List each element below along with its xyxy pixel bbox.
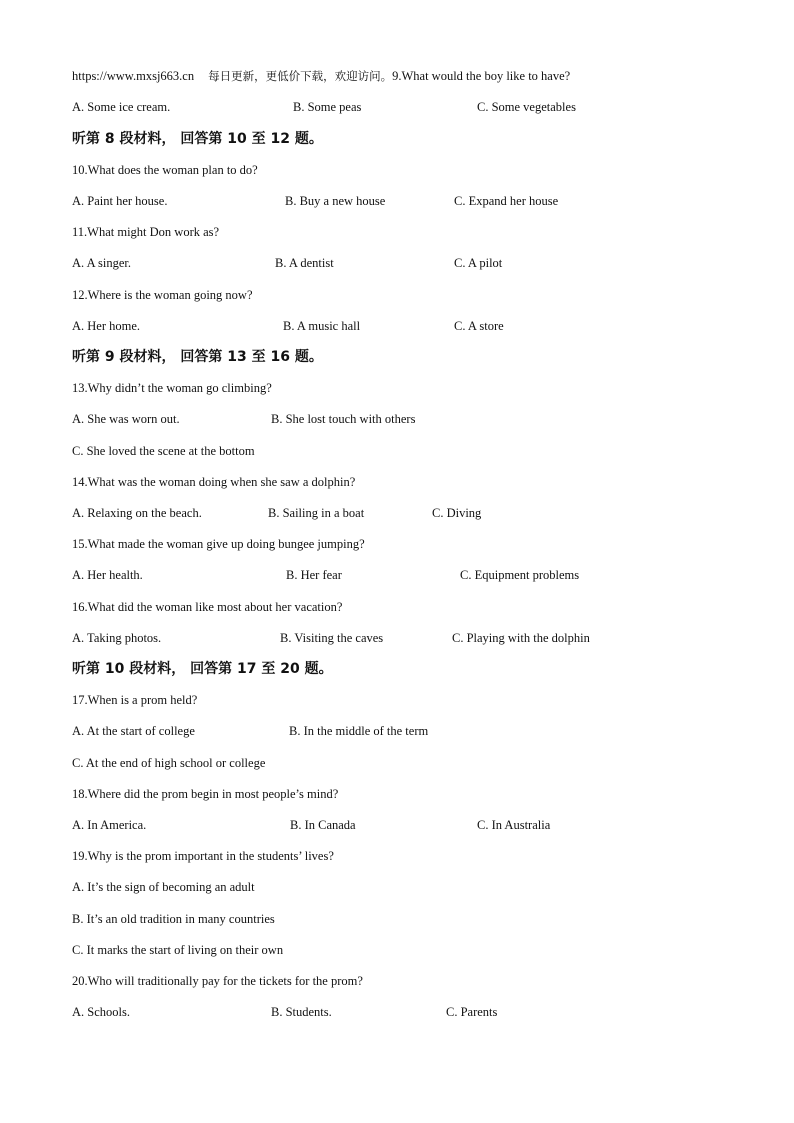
q20-option-b: B. Students. [271, 1005, 332, 1019]
q12-option-b: B. A music hall [283, 319, 361, 333]
question-12-text: 12.Where is the woman going now? [72, 288, 253, 302]
site-url[interactable]: https://www.mxsj663.cn [72, 69, 195, 83]
top-line [72, 68, 570, 84]
q14-option-b: B. Sailing in a boat [268, 506, 365, 520]
q17-option-b: B. In the middle of the term [289, 724, 429, 738]
q19-option-a: A. It’s the sign of becoming an adult [72, 880, 255, 894]
question-15-text: 15.What made the woman give up doing bungee jumping? [72, 537, 365, 551]
question-20-text: 20.Who will traditionally pay for the tickets for the prom? [72, 974, 363, 988]
q14-option-a: A. Relaxing on the beach. [72, 506, 202, 520]
question-11-text: 11.What might Don work as? [72, 225, 220, 239]
q19-option-b: B. It’s an old tradition in many countries [72, 912, 275, 926]
q18-option-c: C. In Australia [477, 818, 551, 832]
q12-option-c: C. A store [454, 319, 504, 333]
question-13-text: 13.Why didn’t the woman go climbing? [72, 381, 272, 395]
q10-option-c: C. Expand her house [454, 194, 559, 208]
q16-option-c: C. Playing with the dolphin [452, 631, 590, 645]
question-18-text: 18.Where did the prom begin in most people’s mind? [72, 787, 339, 801]
q13-option-b: B. She lost touch with others [271, 412, 416, 426]
question-9-text: 9.What would the boy like to have? [392, 69, 571, 83]
q10-option-b: B. Buy a new house [285, 194, 386, 208]
q9-option-a: A. Some ice cream. [72, 100, 171, 114]
q19-option-c: C. It marks the start of living on their own [72, 943, 284, 957]
section-8-heading: 听第 8 段材料， 回答第 10 至 12 题。 [72, 131, 323, 147]
question-14-text: 14.What was the woman doing when she saw a dolphin? [72, 475, 356, 489]
q11-option-c: C. A pilot [454, 256, 503, 270]
q18-option-a: A. In America. [72, 818, 147, 832]
question-17-text: 17.When is a prom held? [72, 693, 198, 707]
q16-option-b: B. Visiting the caves [280, 631, 384, 645]
q10-option-a: A. Paint her house. [72, 194, 168, 208]
q16-option-a: A. Taking photos. [72, 631, 162, 645]
q12-option-a: A. Her home. [72, 319, 141, 333]
q15-option-a: A. Her health. [72, 568, 143, 582]
q13-option-a: A. She was worn out. [72, 412, 180, 426]
section-9-heading: 听第 9 段材料， 回答第 13 至 16 题。 [72, 349, 323, 365]
site-notice: 每日更新，更低价下载，欢迎访问。 [208, 69, 393, 83]
q17-option-a: A. At the start of college [72, 724, 195, 738]
q17-option-c: C. At the end of high school or college [72, 756, 266, 770]
q13-option-c: C. She loved the scene at the bottom [72, 444, 255, 458]
q9-option-c: C. Some vegetables [477, 100, 576, 114]
question-10-text: 10.What does the woman plan to do? [72, 163, 258, 177]
question-19-text: 19.Why is the prom important in the students’ lives? [72, 849, 334, 863]
q15-option-b: B. Her fear [286, 568, 342, 582]
q15-option-c: C. Equipment problems [460, 568, 580, 582]
question-16-text: 16.What did the woman like most about her vacation? [72, 600, 343, 614]
section-10-heading: 听第 10 段材料， 回答第 17 至 20 题。 [72, 661, 333, 677]
q14-option-c: C. Diving [432, 506, 482, 520]
q11-option-b: B. A dentist [275, 256, 334, 270]
q20-option-c: C. Parents [446, 1005, 498, 1019]
q11-option-a: A. A singer. [72, 256, 132, 270]
q20-option-a: A. Schools. [72, 1005, 130, 1019]
q18-option-b: B. In Canada [290, 818, 356, 832]
q9-option-b: B. Some peas [293, 100, 362, 114]
